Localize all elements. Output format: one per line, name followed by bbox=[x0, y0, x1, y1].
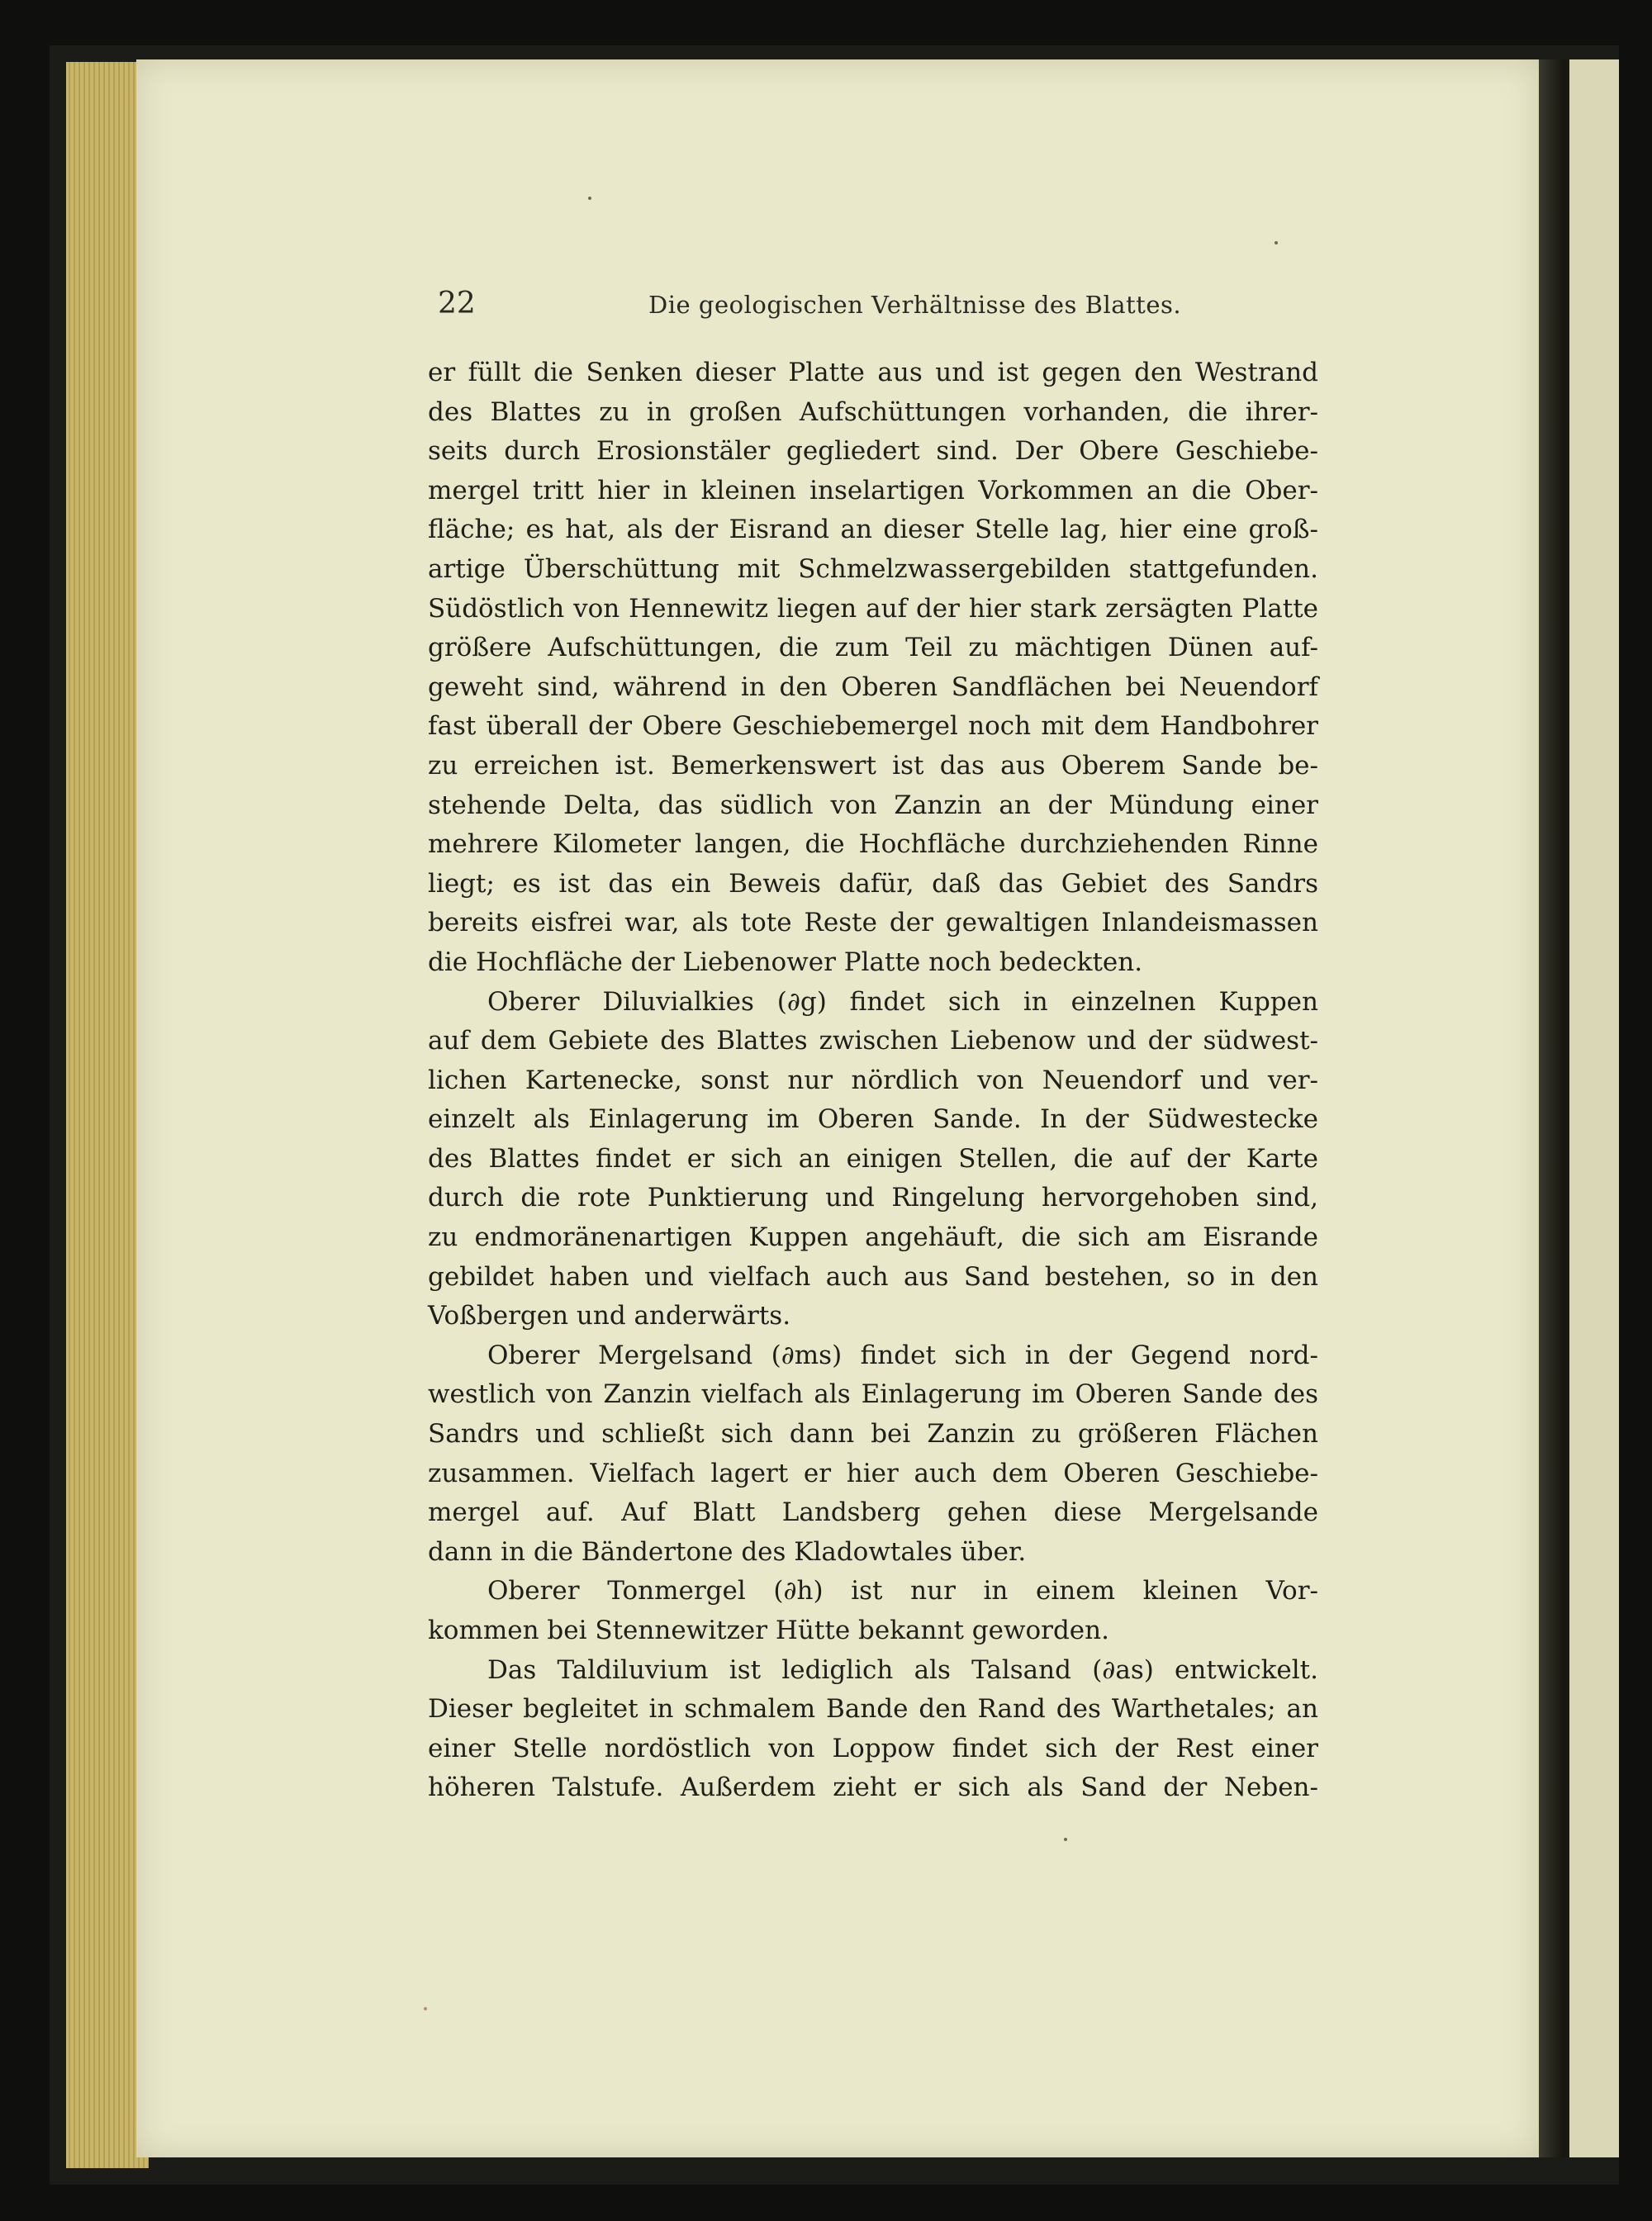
text-line: seits durch Erosionstäler gegliedert sind. Der Obere Geschiebe- bbox=[428, 436, 1318, 467]
text-line: mehrere Kilometer langen, die Hochfläche durchziehenden Rinne bbox=[428, 829, 1318, 860]
text-line: westlich von Zanzin vielfach als Einlagerung im Oberen Sande des bbox=[428, 1379, 1318, 1410]
text-line: gebildet haben und vielfach auch aus Sand bestehen, so in den bbox=[428, 1261, 1318, 1292]
facing-page-edge bbox=[1569, 59, 1619, 2157]
text-line: die Hochfläche der Liebenower Platte noch bedeckten. bbox=[428, 947, 1143, 977]
text-line: geweht sind, während in den Oberen Sandflächen bei Neuendorf bbox=[428, 672, 1318, 702]
paper-speck bbox=[1064, 1838, 1067, 1841]
paragraph bbox=[428, 1336, 1318, 1573]
paragraph bbox=[428, 983, 1318, 1336]
paper-speck bbox=[1275, 241, 1278, 244]
text-line: fläche; es hat, als der Eisrand an dieser Stelle lag, hier eine groß- bbox=[428, 515, 1318, 545]
text-line: Dieser begleitet in schmalem Bande den Rand des Warthetales; an bbox=[428, 1694, 1318, 1725]
text-line: Südöstlich von Hennewitz liegen auf der hier stark zersägten Platte bbox=[428, 593, 1318, 624]
text-line: zusammen. Vielfach lagert er hier auch dem Oberen Geschiebe- bbox=[428, 1458, 1318, 1488]
paragraph bbox=[428, 354, 1318, 983]
text-line: einer Stelle nordöstlich von Loppow findet sich der Rest einer bbox=[428, 1733, 1318, 1763]
text-line: liegt; es ist das ein Beweis dafür, daß das Gebiet des Sandrs bbox=[428, 868, 1318, 899]
text-line: Voßbergen und anderwärts. bbox=[428, 1301, 791, 1331]
text-line: zu endmoränenartigen Kuppen angehäuft, die sich am Eisrande bbox=[428, 1222, 1318, 1253]
text-line: einzelt als Einlagerung im Oberen Sande. In der Südwestecke bbox=[428, 1104, 1318, 1135]
paragraph bbox=[428, 1651, 1318, 1808]
page-header bbox=[438, 287, 1330, 328]
text-line: Oberer Tonmergel (∂h) ist nur in einem kleinen Vor- bbox=[487, 1576, 1318, 1606]
text-line: artige Überschüttung mit Schmelzwassergebilden stattgefunden. bbox=[428, 553, 1318, 584]
text-line: zu erreichen ist. Bemerkenswert ist das aus Oberem Sande be- bbox=[428, 750, 1318, 781]
text-line: mergel tritt hier in kleinen inselartigen Vorkommen an die Ober- bbox=[428, 475, 1318, 505]
text-line: stehende Delta, das südlich von Zanzin an der Mündung einer bbox=[428, 790, 1318, 820]
text-line: mergel auf. Auf Blatt Landsberg gehen diese Mergelsande bbox=[428, 1497, 1318, 1528]
paragraph bbox=[428, 1572, 1318, 1650]
paper-speck bbox=[588, 197, 591, 200]
text-line: er füllt die Senken dieser Platte aus und ist gegen den Westrand bbox=[428, 358, 1318, 387]
page-number: 22 bbox=[438, 287, 476, 320]
text-line: Sandrs und schließt sich dann bei Zanzin zu größeren Flächen bbox=[428, 1419, 1318, 1450]
text-line: durch die rote Punktierung und Ringelung hervorgehoben sind, bbox=[428, 1183, 1318, 1213]
text-line: lichen Kartenecke, sonst nur nördlich von Neuendorf und ver- bbox=[428, 1065, 1318, 1095]
text-line: auf dem Gebiete des Blattes zwischen Liebenow und der südwest- bbox=[428, 1026, 1318, 1056]
paper-speck bbox=[424, 2007, 427, 2010]
text-line: kommen bei Stennewitzer Hütte bekannt geworden. bbox=[428, 1616, 1109, 1645]
text-line: bereits eisfrei war, als tote Reste der gewaltigen Inlandeismassen bbox=[428, 908, 1318, 938]
text-line: des Blattes findet er sich an einigen Stellen, die auf der Karte bbox=[428, 1143, 1318, 1174]
text-line: des Blattes zu in großen Aufschüttungen vorhanden, die ihrer- bbox=[428, 396, 1318, 427]
text-line: Oberer Diluvialkies (∂g) findet sich in einzelnen Kuppen bbox=[487, 986, 1318, 1017]
running-head: Die geologischen Verhältnisse des Blattes. bbox=[648, 291, 1182, 319]
text-line: höheren Talstufe. Außerdem zieht er sich als Sand der Neben- bbox=[428, 1773, 1318, 1803]
text-line: fast überall der Obere Geschiebemergel noch mit dem Handbohrer bbox=[428, 711, 1318, 742]
text-line: Oberer Mergelsand (∂ms) findet sich in der Gegend nord- bbox=[487, 1340, 1318, 1370]
body-text bbox=[428, 354, 1318, 1808]
text-line: Das Taldiluvium ist lediglich als Talsand (∂as) entwickelt. bbox=[487, 1654, 1318, 1685]
text-line: dann in die Bändertone des Kladowtales über. bbox=[428, 1536, 1027, 1567]
text-line: größere Aufschüttungen, die zum Teil zu mächtigen Dünen auf- bbox=[428, 633, 1318, 663]
